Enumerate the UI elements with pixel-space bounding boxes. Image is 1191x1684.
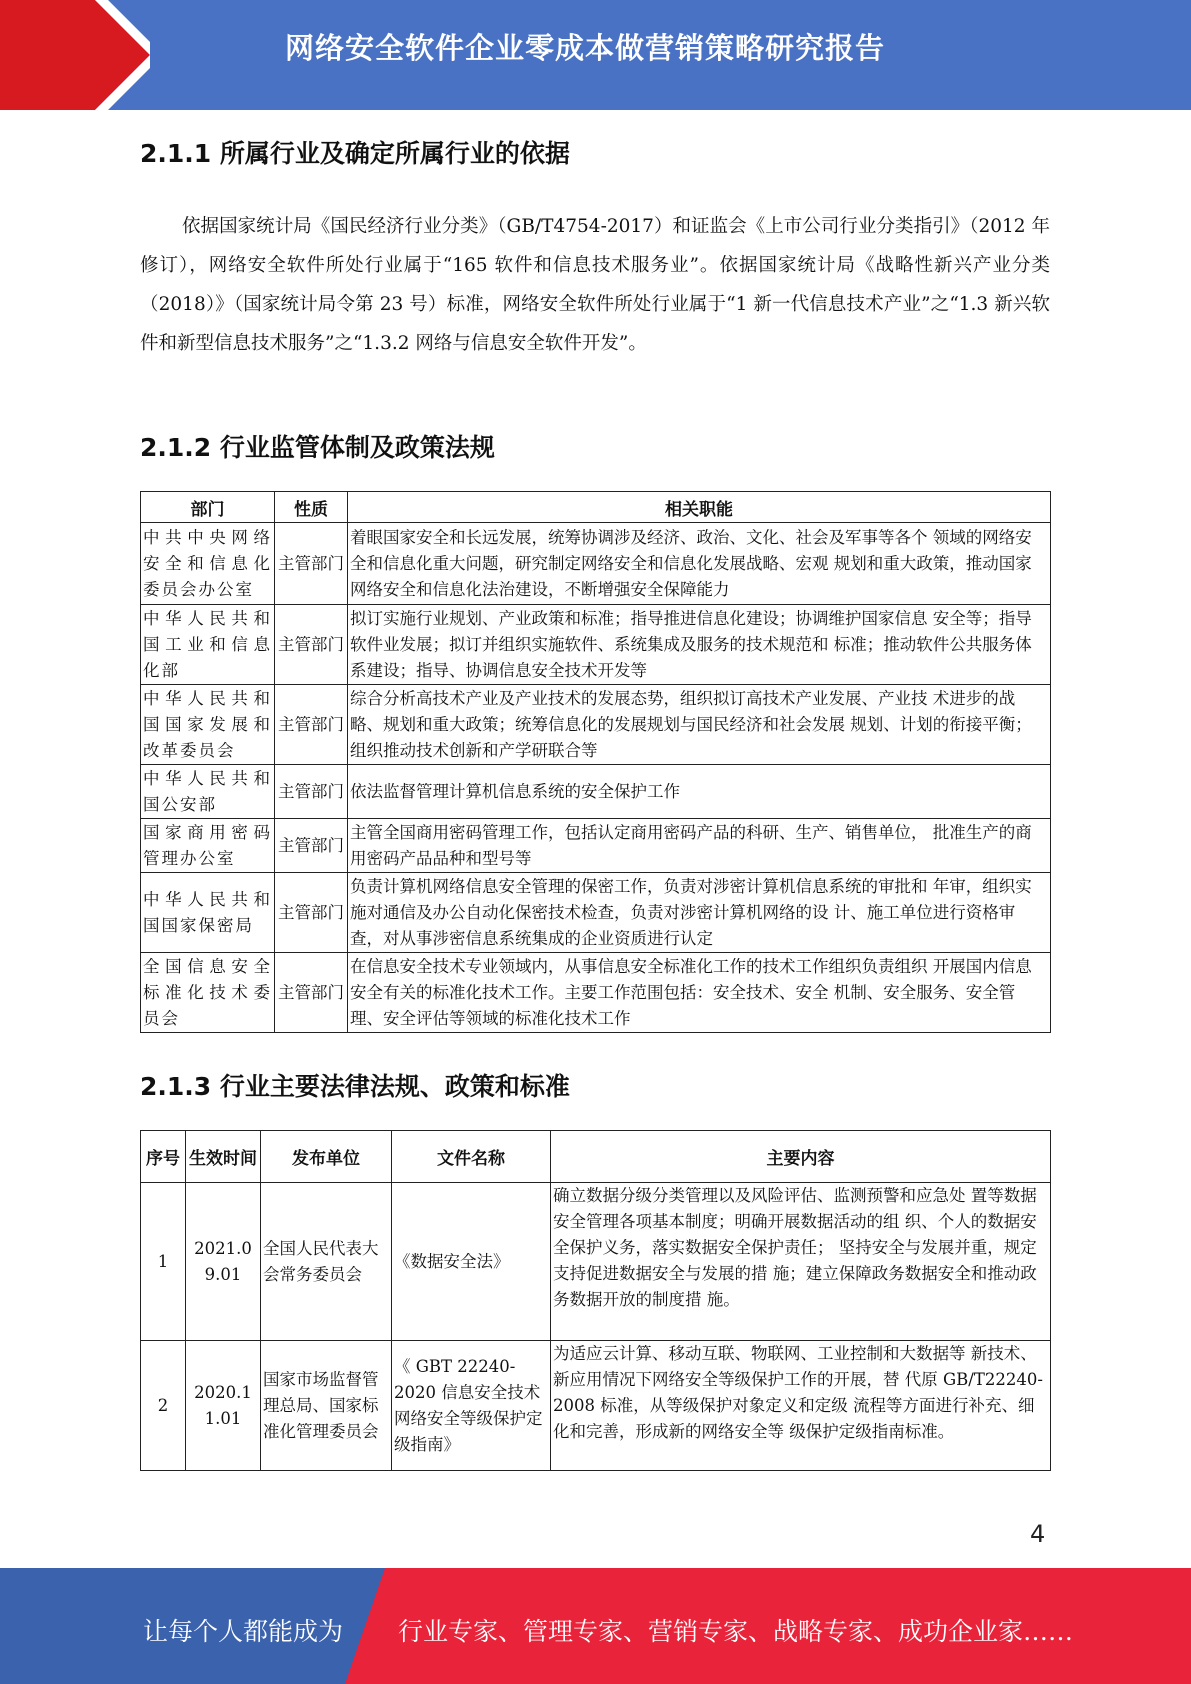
col-header-duty: 相关职能 bbox=[348, 492, 1051, 523]
page-number: 4 bbox=[1030, 1520, 1046, 1548]
table-row bbox=[141, 1183, 1051, 1341]
cell-nature: 主管部门 bbox=[275, 523, 348, 605]
cell-duty: 依法监督管理计算机信息系统的安全保护工作 bbox=[348, 765, 1051, 819]
cell-duty: 着眼国家安全和长远发展，统筹协调涉及经济、政治、文化、社会及军事等各个 领域的网络安全和信息化重大问题，研究制定网络安全和信息化发展战略、宏观 规划和重大政策，推动国家网络安全和信息化法治建设，不断增强安全保障能力 bbox=[348, 523, 1051, 605]
section-heading-2-1-2: 2.1.2 行业监管体制及政策法规 bbox=[140, 433, 495, 462]
table-row bbox=[141, 1341, 1051, 1471]
cell-no: 1 bbox=[141, 1183, 186, 1341]
cell-nature: 主管部门 bbox=[275, 819, 348, 873]
cell-duty: 负责计算机网络信息安全管理的保密工作，负责对涉密计算机信息系统的审批和 年审，组织实施对通信及办公自动化保密技术检查，负责对涉密计算机网络的设 计、施工单位进行资格审查，对从事涉密信息系统集成的企业资质进行认定 bbox=[348, 873, 1051, 953]
col-header-doc: 文件名称 bbox=[392, 1131, 551, 1183]
cell-dept: 中华人民共和国公安部 bbox=[141, 765, 275, 819]
col-header-no: 序号 bbox=[141, 1131, 186, 1183]
report-title: 网络安全软件企业零成本做营销策略研究报告 bbox=[285, 31, 886, 65]
laws-table bbox=[140, 1130, 1051, 1471]
table-row bbox=[141, 765, 1051, 819]
cell-publisher: 全国人民代表大会常务委员会 bbox=[261, 1183, 392, 1341]
section-heading-2-1-3: 2.1.3 行业主要法律法规、政策和标准 bbox=[140, 1072, 570, 1101]
cell-nature: 主管部门 bbox=[275, 873, 348, 953]
cell-duty: 综合分析高技术产业及产业技术的发展态势，组织拟订高技术产业发展、产业技 术进步的战略、规划和重大政策；统筹信息化的发展规划与国民经济和社会发展 规划、计划的衔接平衡；组织推动技术创新和产学研联合等 bbox=[348, 685, 1051, 765]
cell-doc: 《数据安全法》 bbox=[392, 1183, 551, 1341]
table-row bbox=[141, 953, 1051, 1033]
cell-dept: 国家商用密码管理办公室 bbox=[141, 819, 275, 873]
regulatory-table bbox=[140, 491, 1051, 1033]
section-heading-2-1-1: 2.1.1 所属行业及确定所属行业的依据 bbox=[140, 139, 570, 168]
table-row bbox=[141, 819, 1051, 873]
table-row bbox=[141, 685, 1051, 765]
cell-duty: 拟订实施行业规划、产业政策和标准；指导推进信息化建设；协调维护国家信息 安全等；指导软件业发展；拟订并组织实施软件、系统集成及服务的技术规范和 标准；推动软件公共服务体系建设；指导、协调信息安全技术开发等 bbox=[348, 605, 1051, 685]
col-header-date: 生效时间 bbox=[186, 1131, 261, 1183]
header-arrow-decoration bbox=[0, 0, 150, 110]
cell-dept: 全国信息安全标准化技术委员会 bbox=[141, 953, 275, 1033]
cell-duty: 主管全国商用密码管理工作，包括认定商用密码产品的科研、生产、销售单位， 批准生产的商用密码产品品种和型号等 bbox=[348, 819, 1051, 873]
cell-publisher: 国家市场监督管理总局、国家标准化管理委员会 bbox=[261, 1341, 392, 1471]
cell-dept: 中共中央网络安全和信息化委员会办公室 bbox=[141, 523, 275, 605]
footer-slogan-right: 行业专家、管理专家、营销专家、战略专家、成功企业家…… bbox=[398, 1617, 1074, 1646]
page-header bbox=[0, 0, 1191, 110]
cell-nature: 主管部门 bbox=[275, 605, 348, 685]
col-header-dept: 部门 bbox=[141, 492, 275, 523]
table-row bbox=[141, 605, 1051, 685]
table-row bbox=[141, 523, 1051, 605]
cell-nature: 主管部门 bbox=[275, 765, 348, 819]
cell-nature: 主管部门 bbox=[275, 685, 348, 765]
cell-dept: 中华人民共和国国家保密局 bbox=[141, 873, 275, 953]
cell-date: 2020.11.01 bbox=[186, 1341, 261, 1471]
col-header-publisher: 发布单位 bbox=[261, 1131, 392, 1183]
table-row bbox=[141, 873, 1051, 953]
cell-content: 为适应云计算、移动互联、物联网、工业控制和大数据等 新技术、新应用情况下网络安全等级保护工作的开展，替 代原 GB/T22240-2008 标准，从等级保护对象定义和定级 流程等方面进行补充、细化和完善，形成新的网络安全等 级保护定级指南标准。 bbox=[551, 1341, 1051, 1471]
cell-date: 2021.09.01 bbox=[186, 1183, 261, 1341]
col-header-content: 主要内容 bbox=[551, 1131, 1051, 1183]
cell-duty: 在信息安全技术专业领域内，从事信息安全标准化工作的技术工作组织负责组织 开展国内信息安全有关的标准化技术工作。主要工作范围包括：安全技术、安全 机制、安全服务、安全管理、安全评估等领域的标准化技术工作 bbox=[348, 953, 1051, 1033]
page-footer bbox=[0, 1568, 1191, 1684]
cell-dept: 中华人民共和国工业和信息化部 bbox=[141, 605, 275, 685]
cell-dept: 中华人民共和国国家发展和改革委员会 bbox=[141, 685, 275, 765]
section-paragraph: 依据国家统计局《国民经济行业分类》（GB/T4754-2017）和证监会《上市公司行业分类指引》（2012 年修订），网络安全软件所处行业属于“165 软件和信息技术服务业”。依据国家统计局《战略性新兴产业分类（2018）》（国家统计局令第 23 号）标准，网络安全软件所处行业属于“1 新一代信息技术产业”之“1.3 新兴软件和新型信息技术服务”之“1.3.2 网络与信息安全软件开发”。 bbox=[140, 216, 1050, 354]
cell-nature: 主管部门 bbox=[275, 953, 348, 1033]
footer-slogan-left: 让每个人都能成为 bbox=[143, 1617, 344, 1646]
cell-no: 2 bbox=[141, 1341, 186, 1471]
cell-doc: 《 GBT 22240-2020 信息安全技术网络安全等级保护定级指南》 bbox=[392, 1341, 551, 1471]
cell-content: 确立数据分级分类管理以及风险评估、监测预警和应急处 置等数据安全管理各项基本制度；明确开展数据活动的组 织、个人的数据安全保护义务，落实数据安全保护责任； 坚持安全与发展并重，规定支持促进数据安全与发展的措 施；建立保障政务数据安全和推动政务数据开放的制度措 施。 bbox=[551, 1183, 1051, 1341]
col-header-nature: 性质 bbox=[275, 492, 348, 523]
